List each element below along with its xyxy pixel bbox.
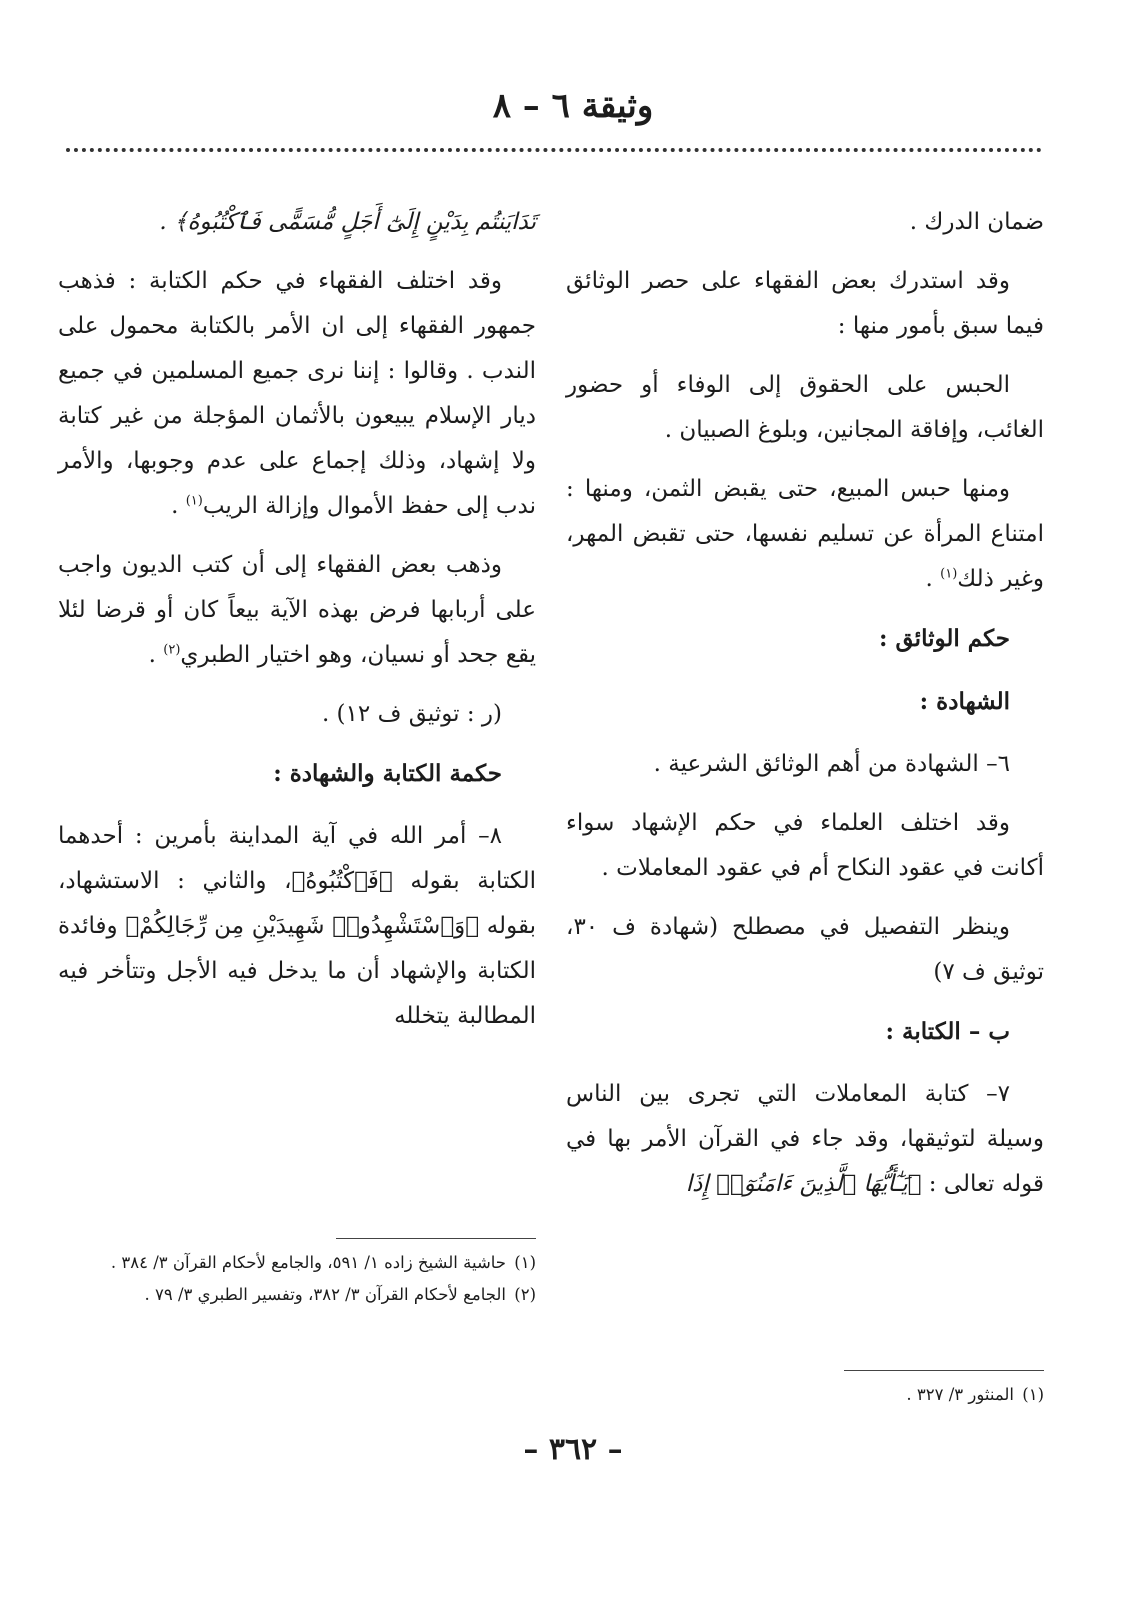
- paragraph: [566, 1072, 1044, 1207]
- footnote-text: حاشية الشيخ زاده ١/ ٥٩١، والجامع لأحكام القرآن ٣/ ٣٨٤ .: [110, 1253, 506, 1272]
- left-column: [58, 200, 536, 1053]
- paragraph: وينظر التفصيل في مصطلح (شهادة ف ٣٠، توثيق ف ٧): [566, 914, 1044, 985]
- right-footnotes: [566, 1366, 1044, 1413]
- paragraph-text: ٧– كتابة المعاملات التي تجرى بين الناس وسيلة لتوثيقها، وقد جاء في القرآن الأمر بها في قوله تعالى :: [566, 1081, 1044, 1197]
- quran-verse: ﴿يَـٰٓأَيُّهَا ٱلَّذِينَ ءَامَنُوٓا۟ إِذَا: [685, 1171, 922, 1197]
- footnote-text: الجامع لأحكام القرآن ٣/ ٣٨٢، وتفسير الطبري ٣/ ٧٩ .: [144, 1285, 506, 1304]
- footnote-ref: (١): [940, 566, 958, 582]
- footnote-number: (١): [1022, 1385, 1044, 1404]
- page-title: وثيقة ٦ – ٨: [492, 86, 654, 126]
- paragraph-text: وقد اختلف الفقهاء في حكم الكتابة : فذهب جمهور الفقهاء إلى ان الأمر بالكتابة محمول على الندب . وقالوا : إننا نرى جميع المسلمين في جميع ديار الإسلام يبيعون بالأثمان المؤجلة من غير كتابة ولا إشهاد، وذلك إجماع على عدم وجوبها، والأمر ندب إلى حفظ الأموال وإزالة الريب: [58, 268, 536, 519]
- paragraph-end: .: [148, 642, 164, 668]
- paragraph: [58, 259, 536, 529]
- right-column: [566, 200, 1044, 1207]
- section-heading: حكم الوثائق :: [878, 625, 1010, 652]
- paragraph: ٨– أمر الله في آية المداينة بأمرين : أحدهما الكتابة بقوله ﴿فَٱكْتُبُوهُ﴾، والثاني : الاستشهاد، بقوله ﴿وَٱسْتَشْهِدُوا۟ شَهِيدَيْنِ مِن رِّجَالِكُمْ﴾ وفائدة الكتابة والإشهاد أن ما يدخل فيه الأجل وتتأخر فيه المطالبة يتخلله: [58, 823, 536, 1029]
- paragraph: الحبس على الحقوق إلى الوفاء أو حضور الغائب، وإفاقة المجانين، وبلوغ الصبيان .: [566, 372, 1044, 443]
- footnote: [58, 1281, 536, 1309]
- footnote-divider: [844, 1370, 1044, 1371]
- left-footnotes: [58, 1234, 536, 1313]
- footnote-text: المنثور ٣/ ٣٢٧ .: [906, 1385, 1014, 1404]
- footnote-number: (٢): [514, 1285, 536, 1304]
- paragraph-end: .: [171, 493, 186, 519]
- paragraph: [58, 543, 536, 678]
- paragraph: وقد استدرك بعض الفقهاء على حصر الوثائق فيما سبق بأمور منها :: [566, 268, 1044, 339]
- dotted-divider: [66, 148, 1042, 152]
- section-heading: الشهادة :: [919, 688, 1010, 715]
- footnote-divider: [336, 1238, 536, 1239]
- footnote: [58, 1249, 536, 1277]
- paragraph-text: وذهب بعض الفقهاء إلى أن كتب الديون واجب على أربابها فرض بهذه الآية بيعاً كان أو قرضا لئلا يقع جحد أو نسيان، وهو اختيار الطبري: [58, 552, 536, 668]
- paragraph: [566, 467, 1044, 602]
- paragraph: ٦– الشهادة من أهم الوثائق الشرعية .: [653, 751, 1010, 777]
- paragraph-text: ومنها حبس المبيع، حتى يقبض الثمن، ومنها : امتناع المرأة عن تسليم نفسها، حتى تقبض المهر، وغير ذلك: [566, 476, 1044, 592]
- footnote-ref: (١): [185, 493, 203, 509]
- cross-reference: (ر : توثيق ف ١٢) .: [321, 701, 502, 727]
- footnote: [566, 1381, 1044, 1409]
- paragraph-end: .: [925, 566, 941, 592]
- page-number: – ٣٦٢ –: [523, 1432, 623, 1467]
- footnote-number: (١): [514, 1253, 536, 1272]
- section-heading: حكمة الكتابة والشهادة :: [273, 760, 502, 787]
- section-heading: ب – الكتابة :: [885, 1018, 1010, 1045]
- paragraph: ضمان الدرك .: [909, 209, 1044, 235]
- paragraph: وقد اختلف العلماء في حكم الإشهاد سواء أكانت في عقود النكاح أم في عقود المعاملات .: [566, 810, 1044, 881]
- quran-verse: تَدَايَنتُم بِدَيْنٍ إِلَىٰٓ أَجَلٍ مُّسَمًّى فَٱكْتُبُوهُ﴾ .: [159, 209, 536, 235]
- footnote-ref: (٢): [163, 642, 181, 658]
